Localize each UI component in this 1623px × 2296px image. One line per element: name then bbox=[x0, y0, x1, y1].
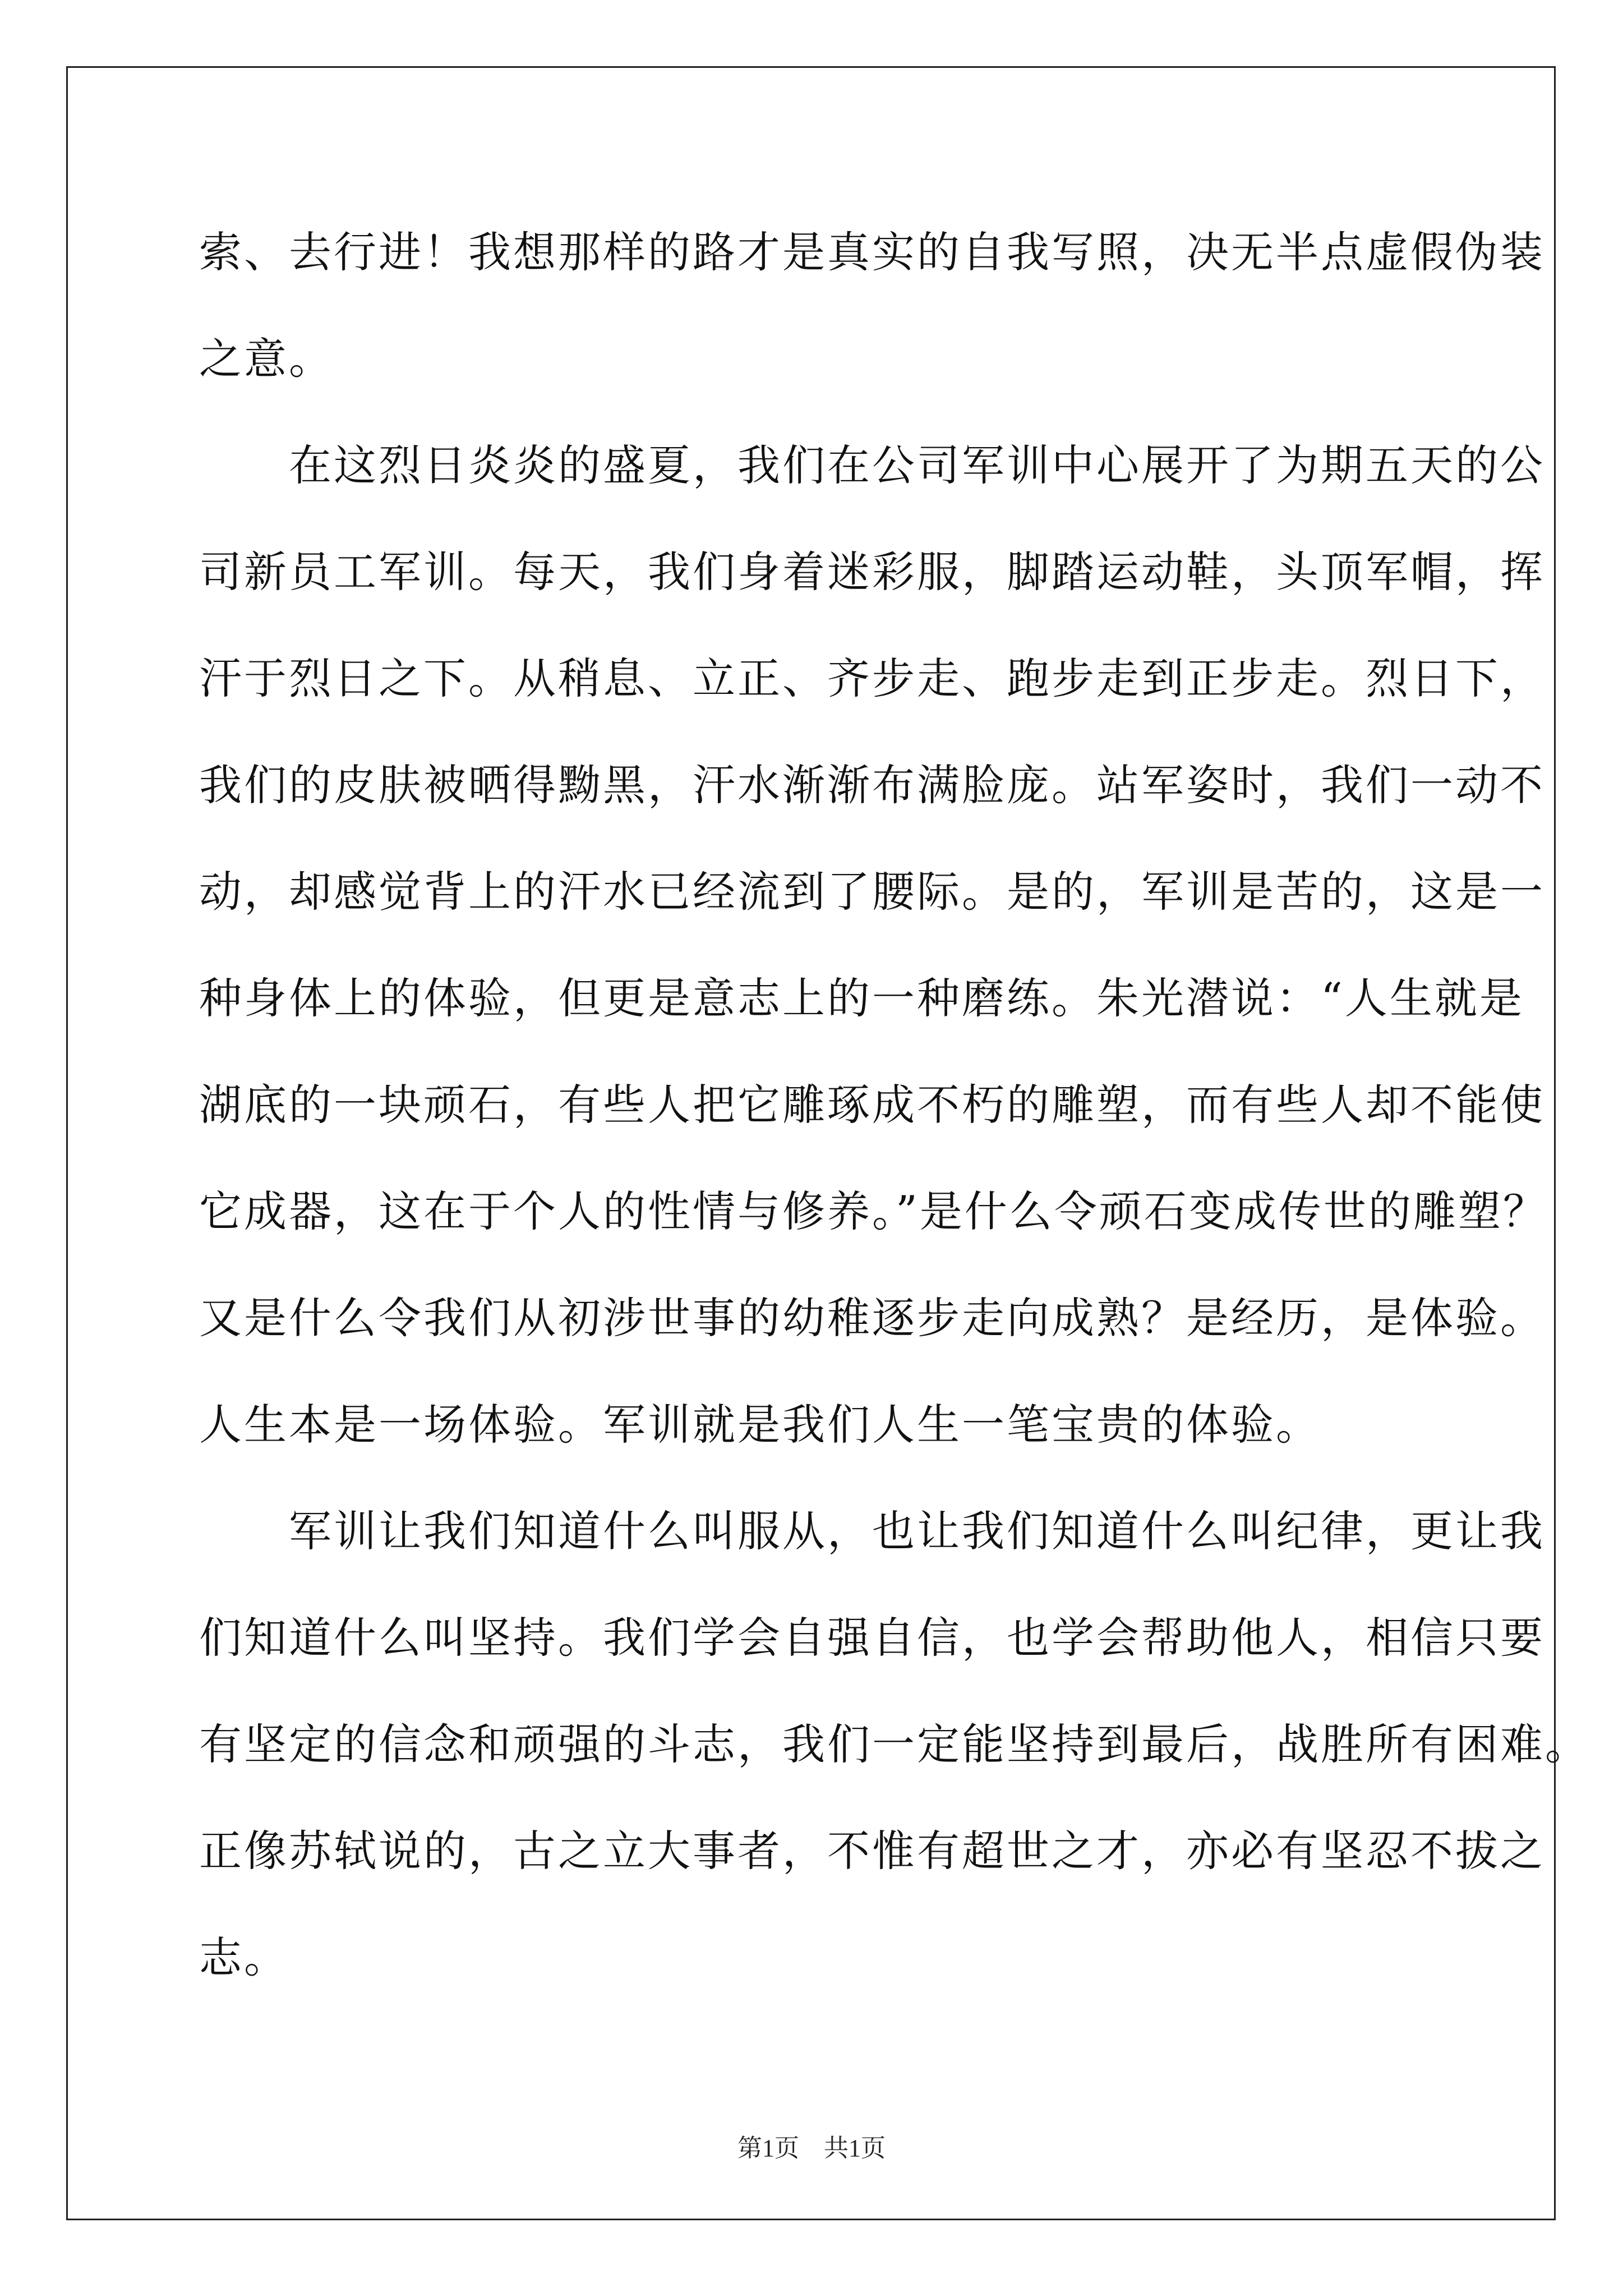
text-line: 索、去行进！我想那样的路才是真实的自我写照，决无半点虚假伪装 bbox=[199, 227, 1545, 277]
page-number-footer: 第1页 共1页 bbox=[737, 2134, 886, 2162]
text-line: 们知道什么叫坚持。我们学会自强自信，也学会帮助他人，相信只要 bbox=[199, 1613, 1545, 1663]
text-line: 之意。 bbox=[199, 334, 334, 384]
text-line: 又是什么令我们从初涉世事的幼稚逐步走向成熟？是经历，是体验。 bbox=[199, 1293, 1545, 1343]
text-line: 正像苏轼说的，古之立大事者，不惟有超世之才，亦必有坚忍不拔之 bbox=[199, 1826, 1545, 1876]
text-line: 动，却感觉背上的汗水已经流到了腰际。是的，军训是苦的，这是一 bbox=[199, 867, 1545, 917]
text-line: 在这烈日炎炎的盛夏，我们在公司军训中心展开了为期五天的公 bbox=[199, 440, 1545, 490]
text-line: 汗于烈日之下。从稍息、立正、齐步走、跑步走到正步走。烈日下， bbox=[199, 654, 1545, 703]
text-line: 司新员工军训。每天，我们身着迷彩服，脚踏运动鞋，头顶军帽，挥 bbox=[199, 547, 1545, 597]
text-line: 军训让我们知道什么叫服从，也让我们知道什么叫纪律，更让我 bbox=[199, 1506, 1545, 1556]
text-line: 湖底的一块顽石，有些人把它雕琢成不朽的雕塑，而有些人却不能使 bbox=[199, 1080, 1545, 1130]
text-line: 它成器，这在于个人的性情与修养。”是什么令顽石变成传世的雕塑？ bbox=[199, 1186, 1548, 1236]
text-line: 有坚定的信念和顽强的斗志，我们一定能坚持到最后，战胜所有困难。 bbox=[199, 1719, 1590, 1769]
text-line: 我们的皮肤被晒得黝黑，汗水渐渐布满脸庞。站军姿时，我们一动不 bbox=[199, 760, 1545, 810]
text-line: 人生本是一场体验。军训就是我们人生一笔宝贵的体验。 bbox=[199, 1400, 1321, 1450]
text-line: 志。 bbox=[199, 1932, 289, 1982]
text-line: 种身体上的体验，但更是意志上的一种磨练。朱光潜说：“人生就是 bbox=[199, 973, 1524, 1023]
